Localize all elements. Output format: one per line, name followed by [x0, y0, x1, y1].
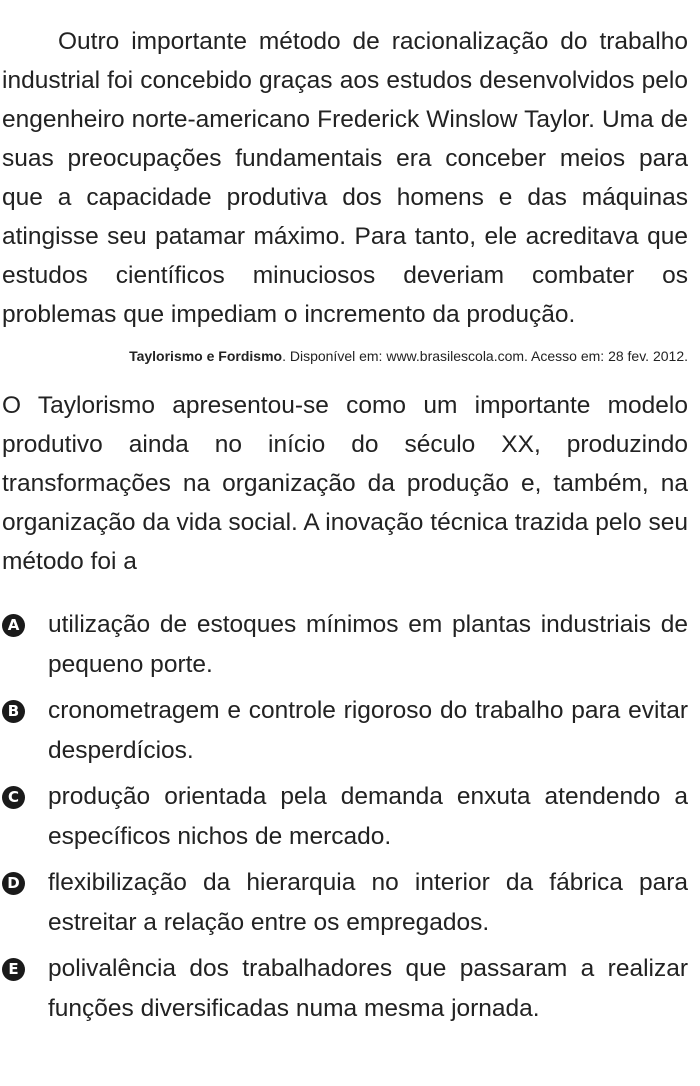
option-e[interactable] — [2, 949, 688, 1029]
option-d-text: flexibilização da hierarquia no interior da fábrica para estreitar a relação entre os empregados. — [48, 869, 688, 936]
citation-title: Taylorismo e Fordismo — [129, 348, 283, 364]
option-c-text: produção orientada pela demanda enxuta atendendo a específicos nichos de mercado. — [48, 783, 688, 850]
option-b-text: cronometragem e controle rigoroso do trabalho para evitar desperdícios. — [48, 697, 688, 764]
citation-details: . Disponível em: www.brasilescola.com. Acesso em: 28 fev. 2012. — [282, 348, 688, 364]
option-e-text: polivalência dos trabalhadores que passaram a realizar funções diversificadas numa mesma jornada. — [48, 955, 688, 1022]
source-citation — [2, 346, 688, 366]
source-passage: Outro importante método de racionalização do trabalho industrial foi concebido graças aos estudos desenvolvidos pelo engenheiro norte-americano Frederick Winslow Taylor. Uma de suas preocupações fundamentais era conceber meios para que a capacidade produtiva dos homens e das máquinas atingisse seu patamar máximo. Para tanto, ele acreditava que estudos científicos minuciosos deveriam combater os problemas que impediam o incremento da produção. — [2, 28, 688, 328]
option-b[interactable] — [2, 691, 688, 771]
answer-options — [2, 605, 688, 1029]
option-a-letter-badge: A — [2, 614, 25, 637]
option-c[interactable] — [2, 777, 688, 857]
question-stem: O Taylorismo apresentou-se como um importante modelo produtivo ainda no início do século XX, produzindo transformações na organização da produção e, também, na organização da vida social. A inovação técnica trazida pelo seu método foi a — [2, 392, 688, 575]
option-a[interactable] — [2, 605, 688, 685]
option-a-text: utilização de estoques mínimos em plantas industriais de pequeno porte. — [48, 611, 688, 678]
option-b-letter-badge: B — [2, 700, 25, 723]
option-e-letter-badge: E — [2, 958, 25, 981]
option-c-letter-badge: C — [2, 786, 25, 809]
option-d-letter-badge: D — [2, 872, 25, 895]
option-d[interactable] — [2, 863, 688, 943]
